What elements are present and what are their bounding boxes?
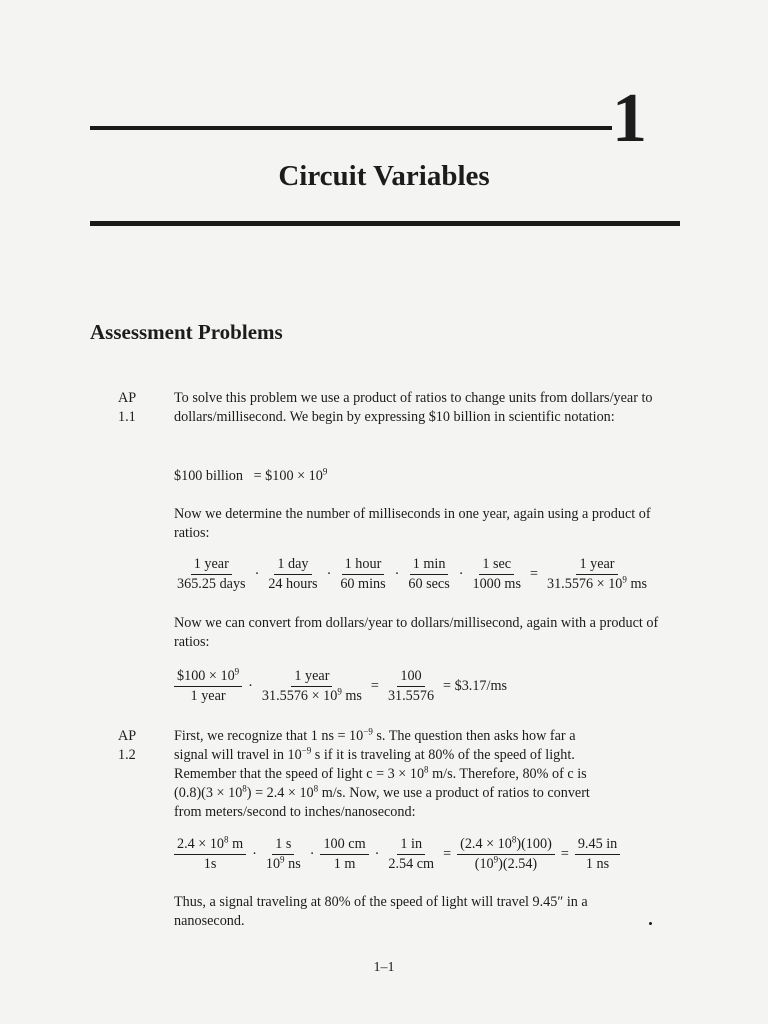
equation-inches-ns: $\frac{2.4 \times 10^8 m}{1s}$ · $\frac{1 s}{10^9 ns}$ · $\frac{100 cm}{1 m}$ · $\frac{1 in}{2.54 cm}$ = $\frac{(2.4 \times 10^8)(100)}{(10^9)(2.54)}$ = $\frac{9.45 in}{1 ns}$ — [172, 836, 622, 873]
ap12-line-1: First, we recognize that 1 ns = $10^{-9}$ s. The question then asks how far a — [174, 726, 576, 744]
ap12-line-3: Remember that the speed of light $c = 3 \times 10^8$ m/s. Therefore, 80% of c is — [174, 764, 587, 782]
problem-label: AP 1.2 — [118, 728, 136, 763]
ap12-line-4: $(0.8)(3 \times 10^8) = 2.4 \times 10^8$ m/s. Now, we use a product of ratios to convert — [174, 783, 590, 801]
fraction: $\frac{\text{1 year}}{31.5576 \times 10^9 ms}$ — [546, 556, 647, 592]
fraction: $\frac{\text{1 year}}{31.5576 \times 10^9 ms}$ — [261, 668, 362, 704]
ap12-line-5: from meters/second to inches/nanosecond: — [174, 804, 416, 820]
intro-text: To solve this problem we use a product of ratios to change units from dollars/year to dollars/millisecond. We begin by expressing $10 billion in scientific notation: — [174, 390, 653, 425]
fraction: $\frac{100 cm}{1 m}$ — [320, 836, 368, 873]
problem-intro — [174, 389, 674, 427]
eq1-exp: 9 — [322, 466, 328, 477]
text-convert — [174, 614, 664, 652]
ap12-line-2: signal will travel in $10^{-9}$ s if it is traveling at 80% of the speed of light. — [174, 745, 575, 763]
fraction: $\frac{1 \min}{60 \sec s}$ — [408, 556, 450, 592]
equation-dollars-ms: $\frac{\$100 \times 10^9}{\text{1 year}}$ · $\frac{\text{1 year}}{31.5576 \times 10^9 ms}$ = $\frac{100}{31.5576}$ = $3.17/ms — [172, 668, 511, 705]
fraction: $\frac{\text{1 hour}}{60 \min s}$ — [340, 556, 386, 592]
text2: Now we determine the number of milliseconds in one year, again using a product of ratios: — [174, 506, 651, 541]
text3: Now we can convert from dollars/year to dollars/millisecond, again with a product of ratios: — [174, 615, 659, 650]
chapter-number: 1 — [612, 80, 647, 157]
equation-billion — [174, 467, 327, 486]
conclusion-line-1: Thus, a signal traveling at 80% of the speed of light will travel 9.45″ in a — [174, 894, 588, 910]
fraction: $\frac{100}{31.5576}$ — [387, 668, 435, 704]
chapter-title: Circuit Variables — [278, 160, 490, 192]
fraction: $\frac{\text{1 day}}{\text{24 hours}}$ — [268, 556, 318, 592]
fraction: $\frac{(2.4 \times 10^8)(100)}{(10^9)(2.54)}$ — [457, 836, 555, 873]
fraction: $\frac{1 in}{2.54 cm}$ — [388, 836, 435, 872]
equation-ms-per-year: $\frac{\text{1 year}}{\text{365.25 days}}$ · $\frac{\text{1 day}}{\text{24 hours}}$ · $\frac{\text{1 hour}}{60 \min s}$ · $\frac{1 \min}{60 \sec s}$ · $\frac{1 \sec}{1000 ms}$ = $\frac{\text{1 year}}{31.5576 \times 10^9 ms}$ — [172, 556, 652, 593]
conclusion-line-2: nanosecond. — [174, 913, 245, 929]
fraction: $\frac{9.45 in}{1 ns}$ — [575, 836, 620, 873]
eq1-lhs: $100 billion — [174, 468, 243, 484]
eq1-rhs: = $100 × 10 — [253, 468, 323, 484]
problem-label: AP 1.1 — [118, 390, 136, 425]
stray-dot — [649, 922, 652, 925]
section-title: Assessment Problems — [90, 320, 283, 344]
chapter-rule-bottom — [90, 221, 680, 226]
fraction: $\frac{1 s}{10^9 ns}$ — [265, 836, 301, 872]
result: = $3.17/ms — [443, 678, 508, 694]
fraction: $\frac{\$100 \times 10^9}{\text{1 year}}$ — [174, 668, 242, 705]
chapter-rule-top — [90, 126, 612, 130]
fraction: $\frac{1 \sec}{1000 ms}$ — [472, 556, 521, 592]
page-number: 1–1 — [373, 960, 395, 975]
fraction: $\frac{2.4 \times 10^8 m}{1s}$ — [174, 836, 246, 873]
text-ms-year — [174, 505, 654, 543]
fraction: $\frac{\text{1 year}}{\text{365.25 days}}$ — [177, 556, 246, 592]
